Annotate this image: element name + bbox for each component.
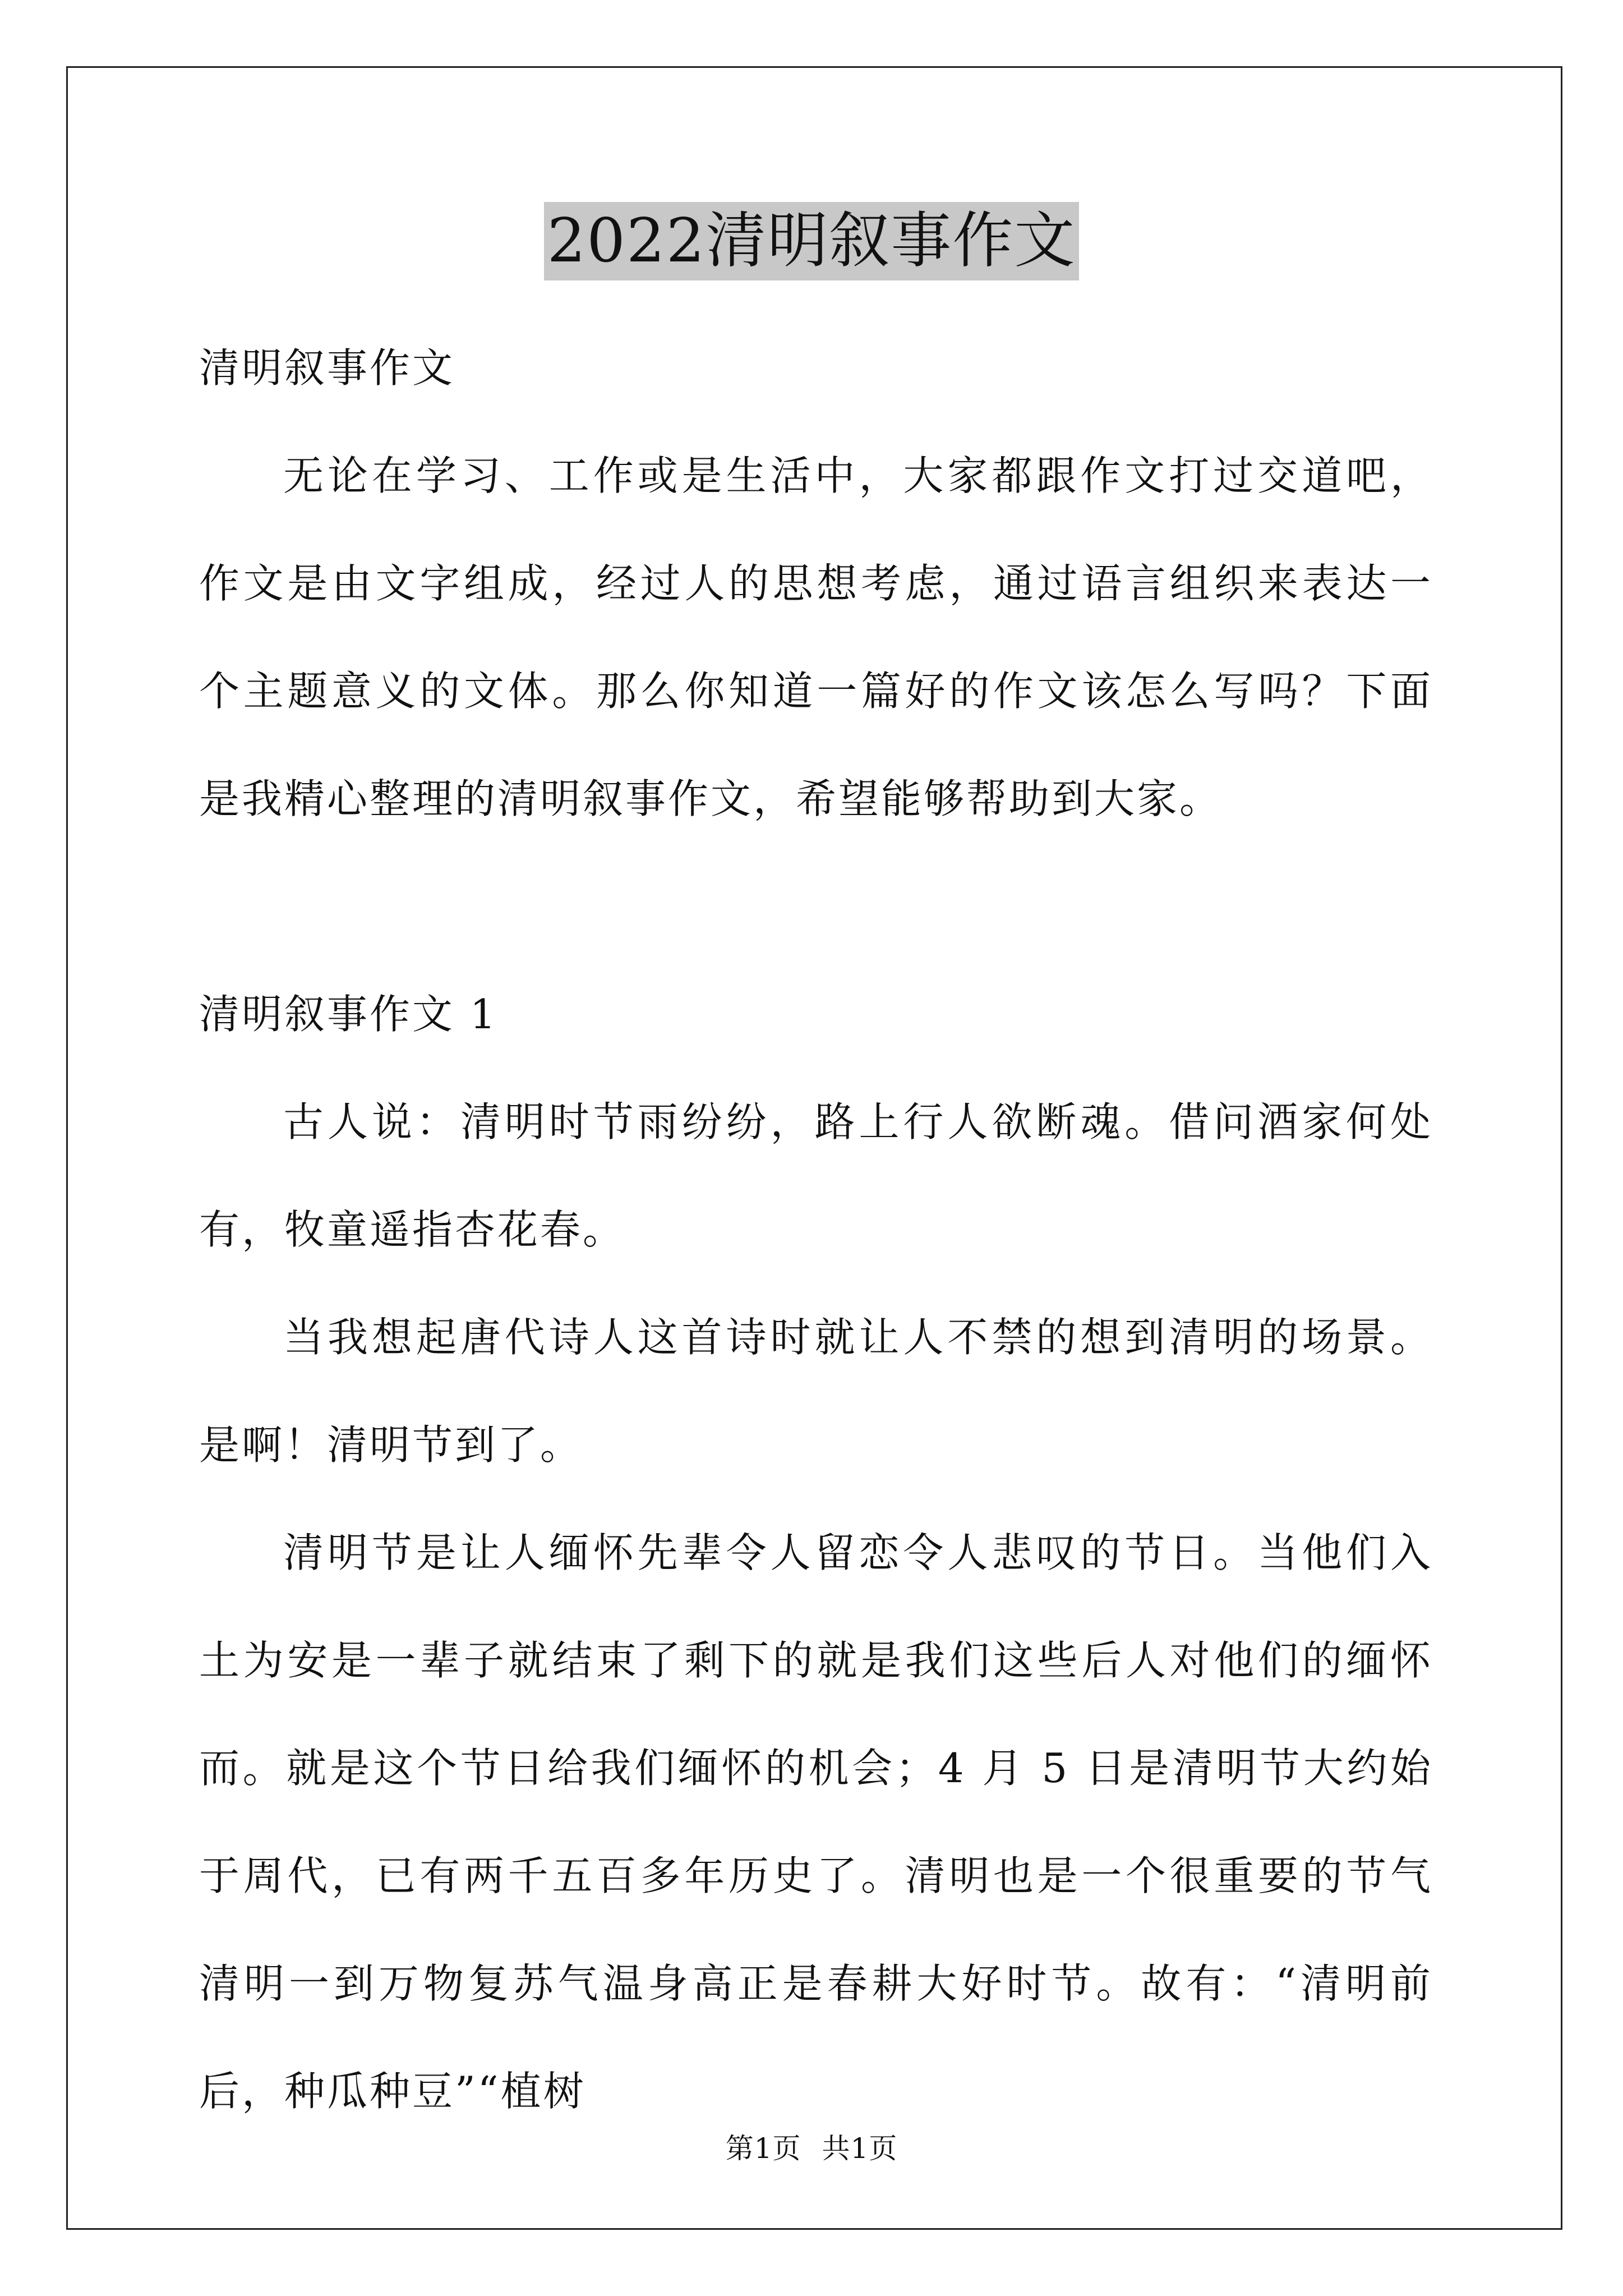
section1-paragraph-1: 古人说：清明时节雨纷纷，路上行人欲断魂。借问酒家何处有，牧童遥指杏花春。 — [199, 1098, 1433, 1253]
document-body — [199, 314, 1433, 2145]
section1-heading: 清明叙事作文 1 — [199, 991, 498, 1038]
title-container — [0, 202, 1623, 280]
intro-paragraph: 无论在学习、工作或是生活中，大家都跟作文打过交道吧，作文是由文字组成，经过人的思想考虑，通过语言组织来表达一个主题意义的文体。那么你知道一篇好的作文该怎么写吗？下面是我精心整理的清明叙事作文，希望能够帮助到大家。 — [199, 452, 1433, 822]
page-number-current: 第1页 — [725, 2132, 801, 2165]
section1-paragraph-3: 清明节是让人缅怀先辈令人留恋令人悲叹的节日。当他们入土为安是一辈子就结束了剩下的就是我们这些后人对他们的缅怀而。就是这个节日给我们缅怀的机会；4 月 5 日是清明节大约始于周代，已有两千五百多年历史了。清明也是一个很重要的节气清明一到万物复苏气温身高正是春耕大好时节。故有：“清明前后，种瓜种豆”“植树 — [199, 1529, 1433, 2115]
intro-heading: 清明叙事作文 — [199, 344, 455, 392]
section-gap — [199, 853, 1433, 960]
section1-paragraph-2: 当我想起唐代诗人这首诗时就让人不禁的想到清明的场景。是啊！清明节到了。 — [199, 1314, 1433, 1469]
page-number-total: 共1页 — [822, 2132, 898, 2165]
document-title: 2022清明叙事作文 — [544, 202, 1080, 280]
page-footer — [0, 2132, 1623, 2165]
